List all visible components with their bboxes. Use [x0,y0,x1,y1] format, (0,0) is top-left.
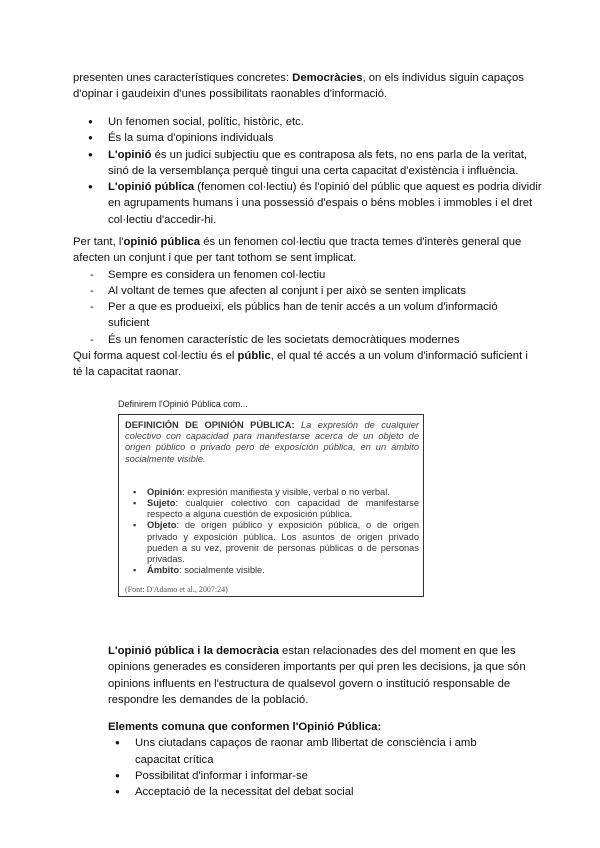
intro-text-end: , on els individus siguin capaços d'opinar i gaudeixin d'unes possibilitats raonables d'informació. [73,72,524,101]
list-item: ● Acceptació de la necessitat del debat social [100,784,528,800]
figure-item: ▪ Ámbito: socialmente visible. [125,565,419,576]
list-item: ● És la suma d'opinions individuals [73,130,543,146]
democracia-paragraph: L'opinió pública i la democràcia estan relacionades des del moment en que les opinions generades es consideren importants per qui pren les decisions, ja que són opinions influents en l'estructura de qualsevol govern o institució responsable de respondre les demandes de la població. [108,645,526,706]
figure-definition: La expresión de cualquier colectivo con capacidad para manifestarse acerca de un objeto de origen público o privado pero de exposición pública, en un ámbito socialmente visible. [125,420,419,464]
figure-source: (Font: D'Adamo et al., 2007:24) [125,585,228,595]
intro-bold: Democràcies [292,72,363,84]
qui-forma-paragraph: Qui forma aquest col·lectiu és el públic, el qual té accés a un volum d'informació suficient i té la capacitat raonar. [73,350,528,379]
list-item: ● L'opinió és un judici subjectiu que es contraposa als fets, no ens parla de la veritat, sinó de la versemblança perquè tingui una certa capacitat d'existència i influència. [73,147,543,180]
intro-paragraph [73,70,533,103]
list-item: - Al voltant de temes que afecten al conjunt i per això se senten implicats [73,283,533,299]
figure-item: ▪ Sujeto: cualquier colectivo con capacidad de manifestarse respecto a alguna cuestión de exposición pública. [125,498,419,520]
elements-heading: Elements comuna que conformen l'Opinió Pública: [108,721,382,733]
dash-list [73,267,533,348]
figure-heading: DEFINICIÓN DE OPINIÓN PÚBLICA: [125,420,295,430]
list-item: - Per a que es produeixi, els públics han de tenir accés a un volum d'informació suficient [73,299,533,332]
figure-caption: Definirem l'Opinió Pública com... [118,399,248,409]
list-item: - Sempre es considera un fenomen col·lectiu [73,267,533,283]
list-item: ● Un fenomen social, polític, històric, etc. [73,114,543,130]
bullet-list-characteristics [73,114,543,228]
list-item: ● Possibilitat d'informar i informar-se [100,768,528,784]
definition-figure [118,414,424,597]
figure-item: ▪ Opinión: expresión manifiesta y visible, verbal o no verbal. [125,487,419,498]
intro-text: presenten unes característiques concretes: [73,72,293,84]
elements-section [108,719,528,800]
list-item: ● Uns ciutadans capaços de raonar amb llibertat de consciència i amb capacitat crítica [100,735,528,768]
list-item: ● L'opinió pública (fenomen col·lectiu) és l'opinió del públic que aquest es podria dividir en agrupaments humans i una possessió d'espais o béns mobles i immobles i el dret col·lectiu d'accedir-hi. [73,179,543,228]
figure-item: ▪ Objeto: de origen público y exposición pública, o de origen privado y exposición pública. Los asuntos de origen privado pueden a su vez, provenir de personas públicas o de personas privadas. [125,520,419,565]
per-tant-paragraph: Per tant, l'opinió pública és un fenomen col·lectiu que tracta temes d'interès general que afecten un conjunt i que per tant tothom se sent implicat. - Sempre es considera un fenomen col·lectiu - Al voltant de temes que afecten al conjunt i per això se senten implicats - Per a que es produeixi, els públics han de tenir accés a un volum d'informació suficient - És un fenomen característic de les societats democràtiques modernes Qui forma aquest col·lectiu és el públic, el qual té accés a un volum d'informació suficient i té la capacitat raonar. [73,234,533,381]
list-item: - És un fenomen característic de les societats democràtiques modernes [73,332,533,348]
